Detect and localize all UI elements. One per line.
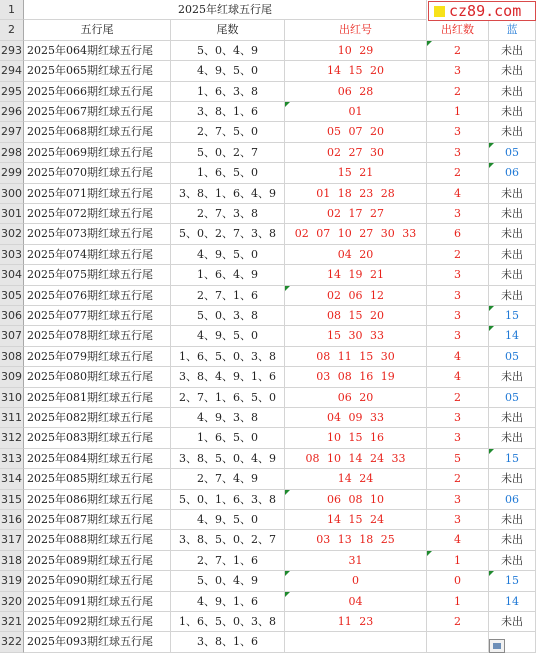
cell-name[interactable]: 2025年071期红球五行尾 [24,184,171,204]
cell-reds[interactable]: 11 23 [285,612,427,632]
cell-tail[interactable]: 4、9、3、8 [171,408,285,428]
table-row [0,122,536,142]
cell-blue[interactable]: 未出 [489,510,536,530]
cell-blue[interactable]: 未出 [489,612,536,632]
cell-blue[interactable]: 未出 [489,367,536,387]
cell-reds[interactable]: 10 15 16 [285,428,427,448]
cell-tail[interactable]: 4、9、5、0 [171,61,285,81]
cell-count[interactable]: 3 [427,306,489,326]
table-row [0,551,536,571]
table-row [0,306,536,326]
table-row [0,184,536,204]
cell-name[interactable]: 2025年077期红球五行尾 [24,306,171,326]
row-number[interactable]: 298 [0,143,24,163]
cell-blue[interactable]: 未出 [489,122,536,142]
cell-name[interactable]: 2025年090期红球五行尾 [24,571,171,591]
cell-blue[interactable]: 05 [489,143,536,163]
cell-name[interactable]: 2025年083期红球五行尾 [24,428,171,448]
row-number[interactable]: 304 [0,265,24,285]
header-reds[interactable]: 出红号 [285,20,427,40]
cell-name[interactable]: 2025年085期红球五行尾 [24,469,171,489]
table-row [0,286,536,306]
table-row [0,408,536,428]
cell-reds[interactable]: 05 07 20 [285,122,427,142]
cell-count[interactable]: 4 [427,530,489,550]
cell-name[interactable]: 2025年069期红球五行尾 [24,143,171,163]
cell-count[interactable]: 2 [427,41,489,61]
cell-count[interactable]: 3 [427,490,489,510]
cell-count[interactable]: 3 [427,326,489,346]
row-number[interactable]: 308 [0,347,24,367]
cell-tail[interactable]: 3、8、5、0、4、9 [171,449,285,469]
cell-blue[interactable]: 未出 [489,204,536,224]
row-number[interactable]: 302 [0,224,24,244]
row-number[interactable]: 1 [0,0,24,20]
cell-blue[interactable]: 14 [489,326,536,346]
cell-name[interactable]: 2025年064期红球五行尾 [24,41,171,61]
cell-reds[interactable]: 0 [285,571,427,591]
cell-blue[interactable]: 15 [489,306,536,326]
row-number[interactable]: 293 [0,41,24,61]
row-number[interactable]: 320 [0,592,24,612]
cell-name[interactable]: 2025年082期红球五行尾 [24,408,171,428]
cell-count[interactable]: 0 [427,571,489,591]
cell-blue[interactable]: 14 [489,592,536,612]
cell-reds[interactable]: 02 27 30 [285,143,427,163]
row-number[interactable]: 313 [0,449,24,469]
cell-name[interactable]: 2025年066期红球五行尾 [24,82,171,102]
cell-count[interactable]: 1 [427,592,489,612]
row-number[interactable]: 305 [0,286,24,306]
cell-tail[interactable]: 1、6、3、8 [171,82,285,102]
row-number[interactable]: 309 [0,367,24,387]
cell-reds[interactable]: 10 29 [285,41,427,61]
cell-reds[interactable]: 04 09 33 [285,408,427,428]
cell-reds[interactable] [285,632,427,652]
table-row [0,143,536,163]
header-row [0,20,536,40]
cell-tail[interactable]: 5、0、4、9 [171,571,285,591]
cell-blue[interactable]: 未出 [489,245,536,265]
cell-marker-icon [427,551,432,556]
cell-reds[interactable]: 06 08 10 [285,490,427,510]
row-number[interactable]: 300 [0,184,24,204]
table-row [0,449,536,469]
cell-count[interactable] [427,632,489,652]
cell-tail[interactable]: 1、6、5、0、3、8 [171,612,285,632]
cell-count[interactable]: 4 [427,367,489,387]
cell-marker-icon [285,571,290,576]
cell-tail[interactable]: 1、6、5、0 [171,163,285,183]
table-row [0,530,536,550]
cell-count[interactable]: 3 [427,510,489,530]
cell-name[interactable]: 2025年074期红球五行尾 [24,245,171,265]
cell-marker-icon [489,326,494,331]
table-row [0,490,536,510]
cell-tail[interactable]: 1、6、5、0 [171,428,285,448]
cell-tail[interactable]: 4、9、1、6 [171,592,285,612]
cell-tail[interactable]: 5、0、2、7、3、8 [171,224,285,244]
table-row [0,632,536,652]
cell-blue[interactable]: 未出 [489,41,536,61]
cell-count[interactable]: 5 [427,449,489,469]
cell-name[interactable]: 2025年072期红球五行尾 [24,204,171,224]
cell-blue[interactable]: 未出 [489,530,536,550]
cell-tail[interactable]: 2、7、3、8 [171,204,285,224]
cell-reds[interactable]: 15 30 33 [285,326,427,346]
cell-blue[interactable]: 未出 [489,408,536,428]
cell-blue[interactable]: 未出 [489,224,536,244]
cell-name[interactable]: 2025年068期红球五行尾 [24,122,171,142]
cell-reds[interactable]: 04 20 [285,245,427,265]
cell-name[interactable]: 2025年065期红球五行尾 [24,61,171,81]
cell-count[interactable]: 3 [427,122,489,142]
cell-reds[interactable]: 15 21 [285,163,427,183]
cell-name[interactable]: 2025年075期红球五行尾 [24,265,171,285]
row-number[interactable]: 317 [0,530,24,550]
cell-count[interactable]: 3 [427,61,489,81]
cell-marker-icon [489,571,494,576]
cell-blue[interactable]: 05 [489,388,536,408]
cell-blue[interactable]: 15 [489,449,536,469]
cell-blue[interactable]: 06 [489,163,536,183]
row-number[interactable]: 307 [0,326,24,346]
cell-tail[interactable]: 2、7、5、0 [171,122,285,142]
cell-tail[interactable]: 1、6、4、9 [171,265,285,285]
row-number[interactable]: 318 [0,551,24,571]
cell-count[interactable]: 2 [427,82,489,102]
header-name[interactable]: 五行尾 [24,20,171,40]
table-row [0,612,536,632]
row-number[interactable]: 312 [0,428,24,448]
cell-name[interactable]: 2025年080期红球五行尾 [24,367,171,387]
cell-name[interactable]: 2025年070期红球五行尾 [24,163,171,183]
cell-marker-icon [285,490,290,495]
cell-name[interactable]: 2025年081期红球五行尾 [24,388,171,408]
cell-name[interactable]: 2025年087期红球五行尾 [24,510,171,530]
row-number[interactable]: 314 [0,469,24,489]
cell-reds[interactable]: 02 17 27 [285,204,427,224]
cell-count[interactable]: 1 [427,102,489,122]
cell-reds[interactable]: 14 24 [285,469,427,489]
cell-count[interactable]: 3 [427,428,489,448]
cell-tail[interactable]: 3、8、1、6、4、9 [171,184,285,204]
sheet-title[interactable]: 2025年红球五行尾 [24,0,427,20]
cell-reds[interactable]: 04 [285,592,427,612]
cell-blue[interactable]: 06 [489,490,536,510]
row-number[interactable]: 322 [0,632,24,652]
row-number[interactable]: 319 [0,571,24,591]
table-row [0,204,536,224]
row-number[interactable]: 294 [0,61,24,81]
cell-name[interactable]: 2025年089期红球五行尾 [24,551,171,571]
cell-blue[interactable]: 未出 [489,61,536,81]
cell-name[interactable]: 2025年091期红球五行尾 [24,592,171,612]
cell-marker-icon [489,143,494,148]
table-row [0,41,536,61]
cell-blue[interactable]: 未出 [489,265,536,285]
cell-name[interactable]: 2025年093期红球五行尾 [24,632,171,652]
cell-count[interactable]: 6 [427,224,489,244]
cell-reds[interactable]: 01 [285,102,427,122]
cell-count[interactable]: 2 [427,388,489,408]
table-row [0,163,536,183]
cell-blue[interactable]: 未出 [489,469,536,489]
row-number[interactable]: 2 [0,20,24,40]
cell-marker-icon [285,286,290,291]
cell-blue[interactable]: 未出 [489,82,536,102]
cell-reds[interactable]: 14 15 24 [285,510,427,530]
row-number[interactable]: 295 [0,82,24,102]
cell-blue[interactable]: 未出 [489,286,536,306]
row-number[interactable]: 310 [0,388,24,408]
cell-count[interactable]: 2 [427,469,489,489]
cell-tail[interactable]: 5、0、2、7 [171,143,285,163]
cell-count[interactable]: 1 [427,551,489,571]
cell-tail[interactable]: 3、8、4、9、1、6 [171,367,285,387]
row-number[interactable]: 299 [0,163,24,183]
row-number[interactable]: 297 [0,122,24,142]
cell-blue[interactable]: 未出 [489,551,536,571]
table-row [0,571,536,591]
cell-name[interactable]: 2025年078期红球五行尾 [24,326,171,346]
table-row [0,82,536,102]
cell-tail[interactable]: 1、6、5、0、3、8 [171,347,285,367]
cell-name[interactable]: 2025年067期红球五行尾 [24,102,171,122]
paste-options-icon[interactable] [489,639,505,653]
cell-count[interactable]: 2 [427,163,489,183]
table-row [0,367,536,387]
row-number[interactable]: 315 [0,490,24,510]
table-row [0,224,536,244]
cell-count[interactable]: 2 [427,245,489,265]
row-number[interactable]: 306 [0,306,24,326]
logo-square-icon [434,6,445,17]
cell-name[interactable]: 2025年086期红球五行尾 [24,490,171,510]
cell-count[interactable]: 3 [427,286,489,306]
table-row [0,245,536,265]
cell-marker-icon [285,102,290,107]
cell-tail[interactable]: 4、9、5、0 [171,510,285,530]
cell-tail[interactable]: 2、7、1、6、5、0 [171,388,285,408]
cell-tail[interactable]: 2、7、1、6 [171,551,285,571]
cell-name[interactable]: 2025年079期红球五行尾 [24,347,171,367]
header-count[interactable]: 出红数 [427,20,489,40]
cell-name[interactable]: 2025年092期红球五行尾 [24,612,171,632]
cell-blue[interactable]: 未出 [489,184,536,204]
table-row [0,510,536,530]
table-row [0,388,536,408]
cell-reds[interactable]: 03 13 18 25 [285,530,427,550]
row-number[interactable]: 321 [0,612,24,632]
cell-name[interactable]: 2025年076期红球五行尾 [24,286,171,306]
cell-name[interactable]: 2025年088期红球五行尾 [24,530,171,550]
cell-reds[interactable]: 06 20 [285,388,427,408]
cell-tail[interactable]: 5、0、4、9 [171,41,285,61]
row-number[interactable]: 301 [0,204,24,224]
table-row [0,592,536,612]
cell-count[interactable]: 3 [427,408,489,428]
cell-reds[interactable]: 08 10 14 24 33 [285,449,427,469]
cell-reds[interactable]: 31 [285,551,427,571]
cell-count[interactable]: 4 [427,184,489,204]
cell-count[interactable]: 3 [427,204,489,224]
cell-reds[interactable]: 06 28 [285,82,427,102]
site-logo [428,1,536,21]
row-number[interactable]: 303 [0,245,24,265]
cell-blue[interactable]: 05 [489,347,536,367]
table-row [0,61,536,81]
cell-count[interactable]: 3 [427,265,489,285]
cell-blue[interactable]: 未出 [489,102,536,122]
cell-marker-icon [285,592,290,597]
table-row [0,347,536,367]
cell-reds[interactable]: 14 19 21 [285,265,427,285]
cell-tail[interactable]: 3、8、1、6 [171,102,285,122]
cell-name[interactable]: 2025年084期红球五行尾 [24,449,171,469]
cell-count[interactable]: 4 [427,347,489,367]
table-row [0,469,536,489]
cell-reds[interactable]: 02 06 12 [285,286,427,306]
cell-count[interactable]: 2 [427,612,489,632]
cell-marker-icon [427,41,432,46]
header-tail[interactable]: 尾数 [171,20,285,40]
row-number[interactable]: 311 [0,408,24,428]
logo-text: cz89.com [449,2,522,20]
table-row [0,102,536,122]
cell-count[interactable]: 3 [427,143,489,163]
cell-reds[interactable]: 08 11 15 30 [285,347,427,367]
cell-reds[interactable]: 08 15 20 [285,306,427,326]
cell-reds[interactable]: 14 15 20 [285,61,427,81]
table-row [0,265,536,285]
row-number[interactable]: 316 [0,510,24,530]
cell-reds[interactable]: 01 18 23 28 [285,184,427,204]
table-row [0,428,536,448]
cell-marker-icon [489,163,494,168]
cell-tail[interactable]: 3、8、5、0、2、7 [171,530,285,550]
cell-reds[interactable]: 02 07 10 27 30 33 [285,224,427,244]
cell-marker-icon [489,449,494,454]
cell-tail[interactable]: 2、7、1、6 [171,286,285,306]
cell-tail[interactable]: 4、9、5、0 [171,245,285,265]
cell-tail[interactable]: 5、0、1、6、3、8 [171,490,285,510]
cell-tail[interactable]: 4、9、5、0 [171,326,285,346]
cell-tail[interactable]: 5、0、3、8 [171,306,285,326]
cell-blue[interactable]: 未出 [489,428,536,448]
cell-name[interactable]: 2025年073期红球五行尾 [24,224,171,244]
cell-tail[interactable]: 2、7、4、9 [171,469,285,489]
cell-tail[interactable]: 3、8、1、6 [171,632,285,652]
cell-reds[interactable]: 03 08 16 19 [285,367,427,387]
cell-marker-icon [489,306,494,311]
header-blue[interactable]: 蓝 [489,20,536,40]
table-row [0,326,536,346]
row-number[interactable]: 296 [0,102,24,122]
cell-blue[interactable]: 15 [489,571,536,591]
